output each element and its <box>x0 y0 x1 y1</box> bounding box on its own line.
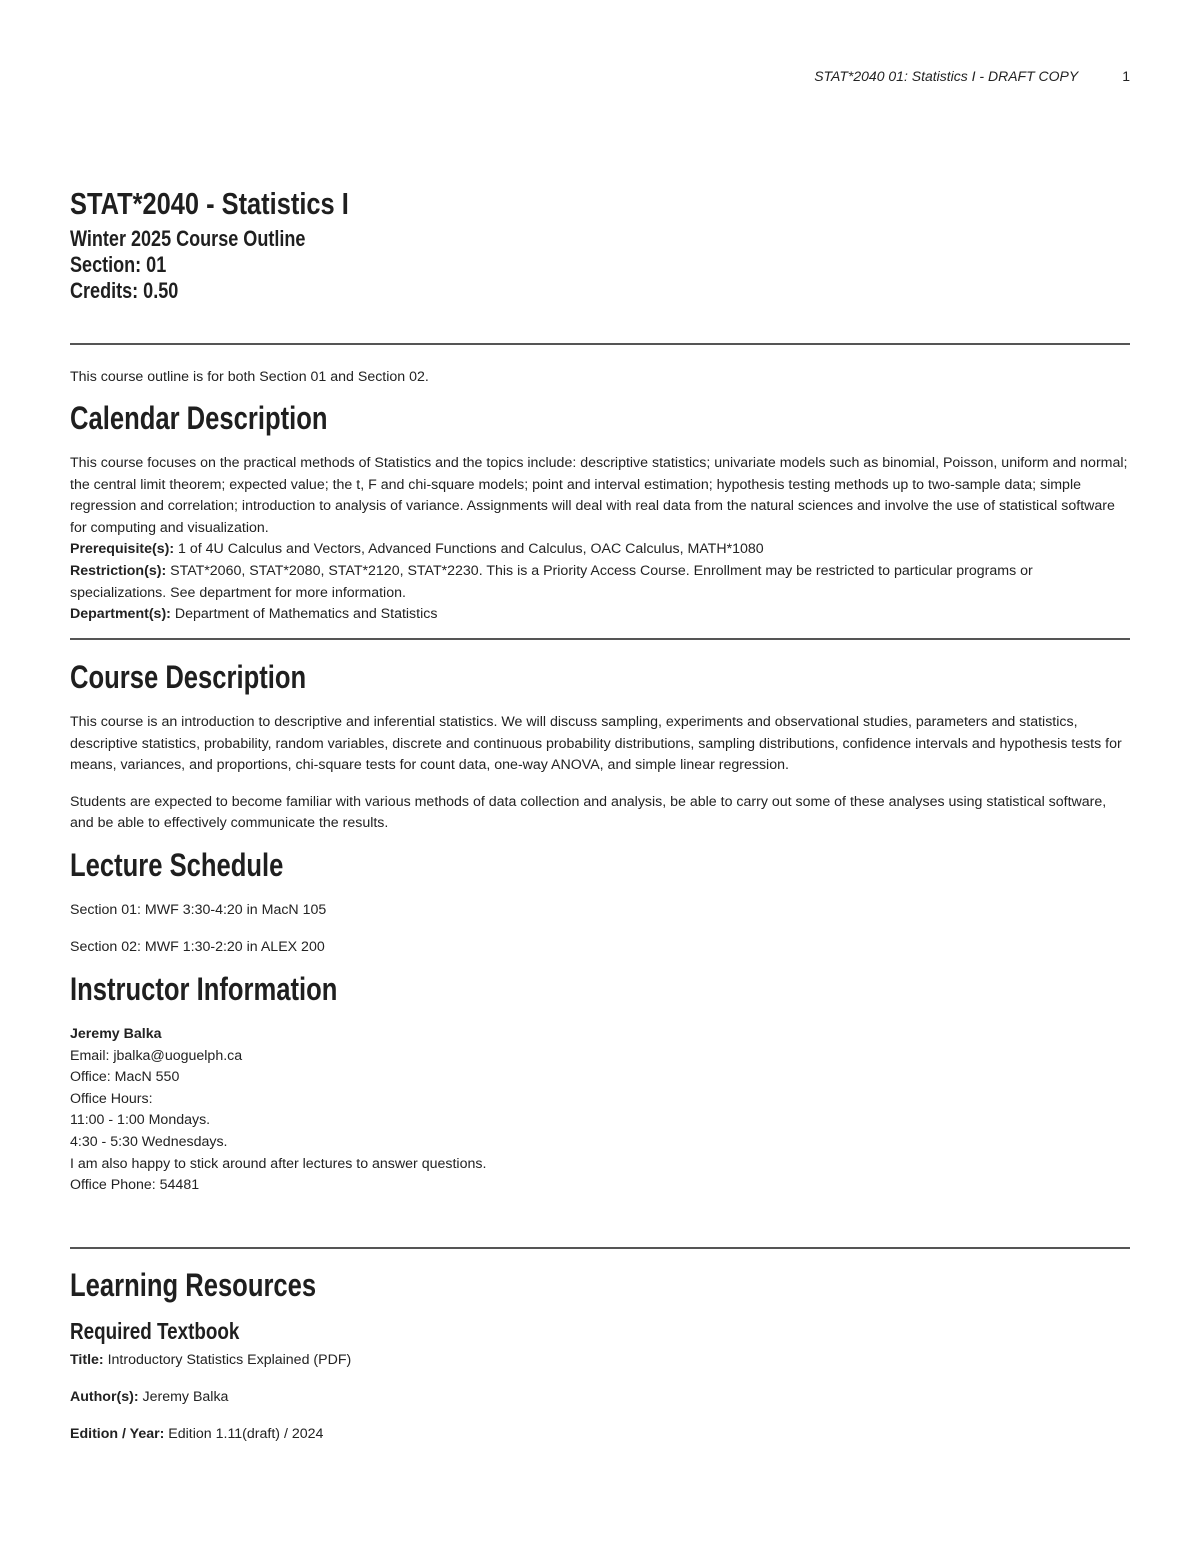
textbook-edition <box>70 1424 1130 1446</box>
lecture-schedule-section01: Section 01: MWF 3:30-4:20 in MacN 105 <box>70 902 327 918</box>
course-title: STAT*2040 - Statistics I <box>70 186 349 221</box>
calendar-description: This course focuses on the practical methods of Statistics and the topics include: descriptive statistics; univariate models such as binomial, Poisson, uniform and normal; the central limit theorem; expected value; the t, F and chi-square models; point and interval estimation; hypothesis testing methods up to two-sample data; simple regression and correlation; introduction to analysis of variance. Assignments will deal with real data from the natural sciences and involve the use of statistical software for computing and visualization. <box>70 455 1128 536</box>
divider <box>70 1247 1130 1249</box>
instructor-office: Office: MacN 550 <box>70 1069 180 1086</box>
calendar-heading: Calendar Description <box>70 400 328 436</box>
department-label: Department(s): <box>70 606 171 623</box>
intro-note: This course outline is for both Section 01 and Section 02. <box>70 369 429 385</box>
prerequisite-label: Prerequisite(s): <box>70 541 175 558</box>
office-hours-wednesday: 4:30 - 5:30 Wednesdays. <box>70 1133 228 1150</box>
calendar-section <box>70 453 1130 626</box>
page-number: 1 <box>1122 68 1130 84</box>
course-description-heading: Course Description <box>70 659 307 695</box>
textbook-title <box>70 1350 1130 1372</box>
course-description-paragraph: Students are expected to become familiar with various methods of data collection and analysis, be able to carry out some of these analyses using statistical software, and be able to effectively communicate the results. <box>70 793 1107 832</box>
divider <box>70 638 1130 640</box>
required-textbook-heading: Required Textbook <box>70 1318 240 1344</box>
prerequisites <box>70 539 1130 561</box>
office-hours-monday: 11:00 - 1:00 Mondays. <box>70 1112 211 1129</box>
textbook-edition-value: Edition 1.11(draft) / 2024 <box>164 1426 324 1442</box>
textbook-edition-label: Edition / Year: <box>70 1426 165 1442</box>
instructor-name: Jeremy Balka <box>70 1026 162 1042</box>
textbook-title-value: Introductory Statistics Explained (PDF) <box>103 1352 352 1368</box>
department-value: Department of Mathematics and Statistics <box>170 606 438 623</box>
instructor-phone: Office Phone: 54481 <box>70 1177 200 1194</box>
divider <box>70 343 1130 345</box>
learning-resources-heading: Learning Resources <box>70 1267 317 1303</box>
textbook-title-label: Title: <box>70 1352 104 1368</box>
restriction-label: Restriction(s): <box>70 562 167 579</box>
restriction-value: STAT*2060, STAT*2080, STAT*2120, STAT*2230. This is a Priority Access Course. Enrollment may be restricted to particular programs or specializations. See department for more information. <box>70 562 1033 601</box>
running-header <box>814 68 1130 84</box>
office-hours-label: Office Hours: <box>70 1090 153 1107</box>
instructor-note: I am also happy to stick around after lectures to answer questions. <box>70 1155 487 1172</box>
prerequisite-value: 1 of 4U Calculus and Vectors, Advanced Functions and Calculus, OAC Calculus, MATH*1080 <box>174 541 764 558</box>
course-section: Section: 01 <box>70 252 167 277</box>
textbook-authors <box>70 1387 1130 1409</box>
course-term: Winter 2025 Course Outline <box>70 226 306 251</box>
departments <box>70 604 1130 626</box>
textbook-authors-label: Author(s): <box>70 1389 139 1405</box>
lecture-schedule-section02: Section 02: MWF 1:30-2:20 in ALEX 200 <box>70 939 325 955</box>
course-credits: Credits: 0.50 <box>70 278 179 303</box>
restrictions <box>70 561 1130 604</box>
lecture-schedule-heading: Lecture Schedule <box>70 847 284 883</box>
instructor-heading: Instructor Information <box>70 971 338 1007</box>
instructor-info <box>70 1024 1130 1197</box>
course-description <box>70 712 1130 835</box>
course-description-paragraph: This course is an introduction to descriptive and inferential statistics. We will discuss sampling, experiments and observational studies, parameters and statistics, descriptive statistics, probability, random variables, discrete and continuous probability distributions, sampling distributions, confidence intervals and hypothesis tests for means, variances, and proportions, chi-square tests for count data, one-way ANOVA, and simple linear regression. <box>70 714 1122 774</box>
instructor-email: Email: jbalka@uoguelph.ca <box>70 1047 243 1064</box>
course-meta <box>70 226 357 304</box>
textbook-authors-value: Jeremy Balka <box>138 1389 229 1405</box>
running-title: STAT*2040 01: Statistics I - DRAFT COPY <box>814 68 1079 84</box>
